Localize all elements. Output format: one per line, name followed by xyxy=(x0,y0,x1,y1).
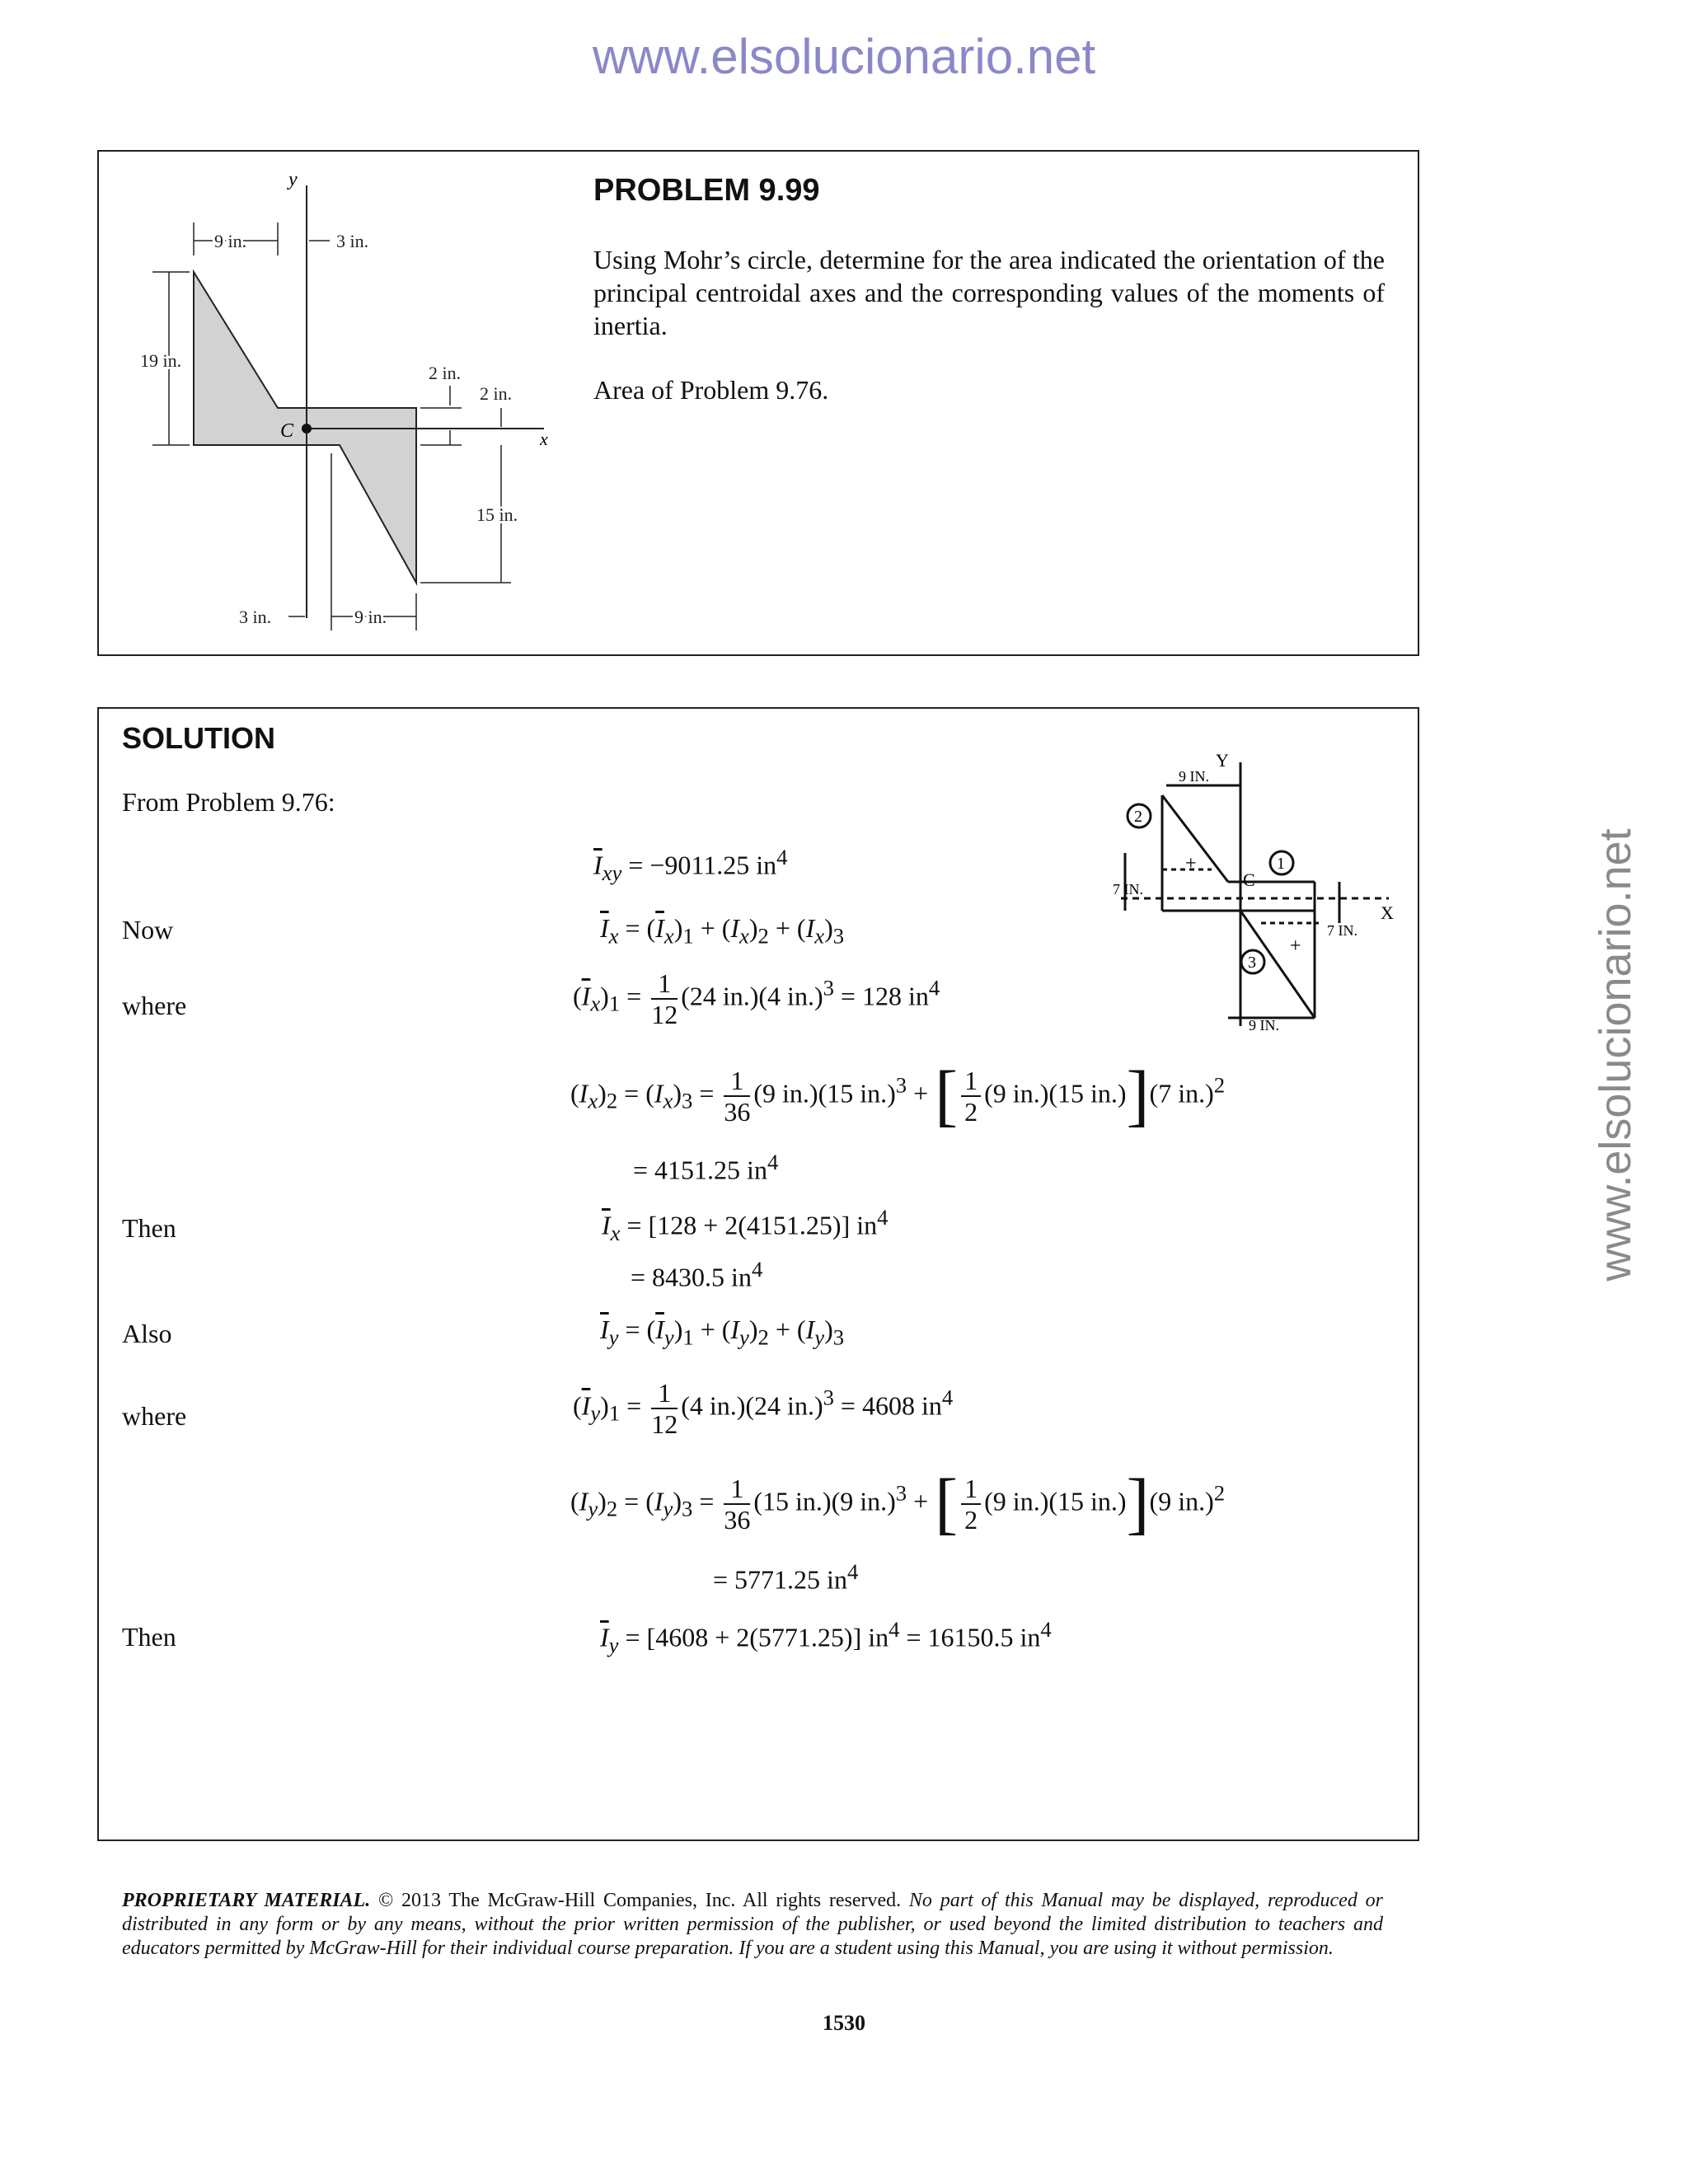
sketch-region-3: 3 xyxy=(1248,954,1256,972)
eq-iy23-result: = 5771.25 $in^4$ xyxy=(713,1559,859,1595)
label-then-2: Then xyxy=(122,1622,176,1652)
problem-title: PROBLEM 9.99 xyxy=(593,173,820,208)
watermark-side[interactable]: www.elsolucionario.net xyxy=(1591,828,1640,1282)
sketch-dim-9-bottom: 9 IN. xyxy=(1249,1017,1279,1033)
label-then-1: Then xyxy=(122,1213,176,1243)
problem-figure xyxy=(124,165,585,643)
dim-19: 19 in. xyxy=(140,350,182,371)
eq-iy23: $(I_y)_2 = (I_y)_3$ = $\frac{1}{36}$ (15 in.)(9 in.)$^3$ + [ $\frac{1}{2}$ (9 in.)(15 in.)](9 in.)$^2$ xyxy=(570,1465,1226,1542)
eq-ix-total-result: = 8430.5 $in^4$ xyxy=(631,1257,763,1292)
sketch-c-label: C xyxy=(1243,869,1255,890)
eq-iy1: $(\overline{I}_y)_1$ = $\frac{1}{12}$ (4 in.)(24 in.)$^3$ = 4608 $in^4$ xyxy=(573,1378,954,1439)
sketch-region-2: 2 xyxy=(1134,808,1142,826)
label-from: From Problem 9.76: xyxy=(122,787,335,817)
eq-ix-sum: $\overline{I}_x = (\overline{I}_x)_1 + (I_x)_2 + (I_x)_3$ xyxy=(600,913,845,949)
label-where-2: where xyxy=(122,1401,187,1431)
problem-reference: Area of Problem 9.76. xyxy=(593,375,829,405)
page-number: 1530 xyxy=(823,2011,865,2035)
sketch-x-label: X xyxy=(1381,902,1394,923)
watermark-top[interactable]: www.elsolucionario.net xyxy=(592,29,1096,84)
sketch-y-label: Y xyxy=(1216,750,1229,771)
label-now: Now xyxy=(122,915,174,944)
eq-iy-total: $\overline{I}_y = [4608 + 2(5771.25)] in^4 = 16150.5$ $in^4$ xyxy=(600,1617,1052,1658)
dim-15: 15 in. xyxy=(476,504,518,525)
eq-ix23: $(I_x)_2 = (I_x)_3$ = $\frac{1}{36}$ (9 in.)(15 in.)$^3$ + [ $\frac{1}{2}$ (9 in.)(15 in.)](7 in.)$^2$ xyxy=(570,1057,1226,1134)
dim-9-bottom: 9 in. xyxy=(354,607,387,627)
dim-3-bottom: 3 in. xyxy=(239,607,272,627)
label-also: Also xyxy=(122,1319,172,1348)
y-axis-label: y xyxy=(288,169,298,190)
centroid-label: C xyxy=(280,420,294,442)
eq-ixy: $\overline{I}_{xy} = -9011.25$ $in^4$ xyxy=(593,845,788,886)
dim-3-top: 3 in. xyxy=(336,231,369,251)
label-where-1: where xyxy=(122,991,187,1020)
eq-iy-sum: $\overline{I}_y = (\overline{I}_y)_1 + (I_y)_2 + (I_y)_3$ xyxy=(600,1315,845,1350)
sketch-dim-7-left: 7 IN. xyxy=(1113,881,1143,898)
sketch-plus-2: + xyxy=(1185,853,1197,874)
eq-ix1: $(\overline{I}_x)_1$ = $\frac{1}{12}$ (24 in.)(4 in.)$^3$ = 128 $in^4$ xyxy=(573,968,940,1029)
solution-title: SOLUTION xyxy=(122,721,275,755)
solution-sketch xyxy=(1104,746,1401,1043)
centroid-point xyxy=(302,424,312,434)
sketch-region-1: 1 xyxy=(1277,855,1285,873)
dim-2b: 2 in. xyxy=(480,383,513,404)
eq-ix-total: $\overline{I}_x = [128 + 2(4151.25)]$ $in^4$ xyxy=(602,1205,889,1246)
problem-text: Using Mohr’s circle, determine for the area indicated the orientation of the principal centroidal axes and the corresponding values of the moments of inertia. xyxy=(593,245,1385,340)
sketch-plus-3: + xyxy=(1290,935,1301,957)
footer-copyright: PROPRIETARY MATERIAL. © 2013 The McGraw-Hill Companies, Inc. All rights reserved. No part of this Manual may be displayed, reproduced or distributed in any form or by any means, without the prior written permission of the publisher, or used beyond the limited distribution to teachers and educators permitted by McGraw-Hill for their individual course preparation. If you are a student using this Manual, you are using it without permission. xyxy=(122,1890,1383,1959)
sketch-dim-7-right: 7 IN. xyxy=(1327,922,1357,939)
dim-9-top: 9 in. xyxy=(214,231,247,251)
x-axis-label: x xyxy=(540,429,548,449)
dim-2a: 2 in. xyxy=(429,363,462,383)
eq-ix23-result: = 4151.25 $in^4$ xyxy=(633,1150,779,1185)
sketch-dim-9-top: 9 IN. xyxy=(1179,768,1209,785)
